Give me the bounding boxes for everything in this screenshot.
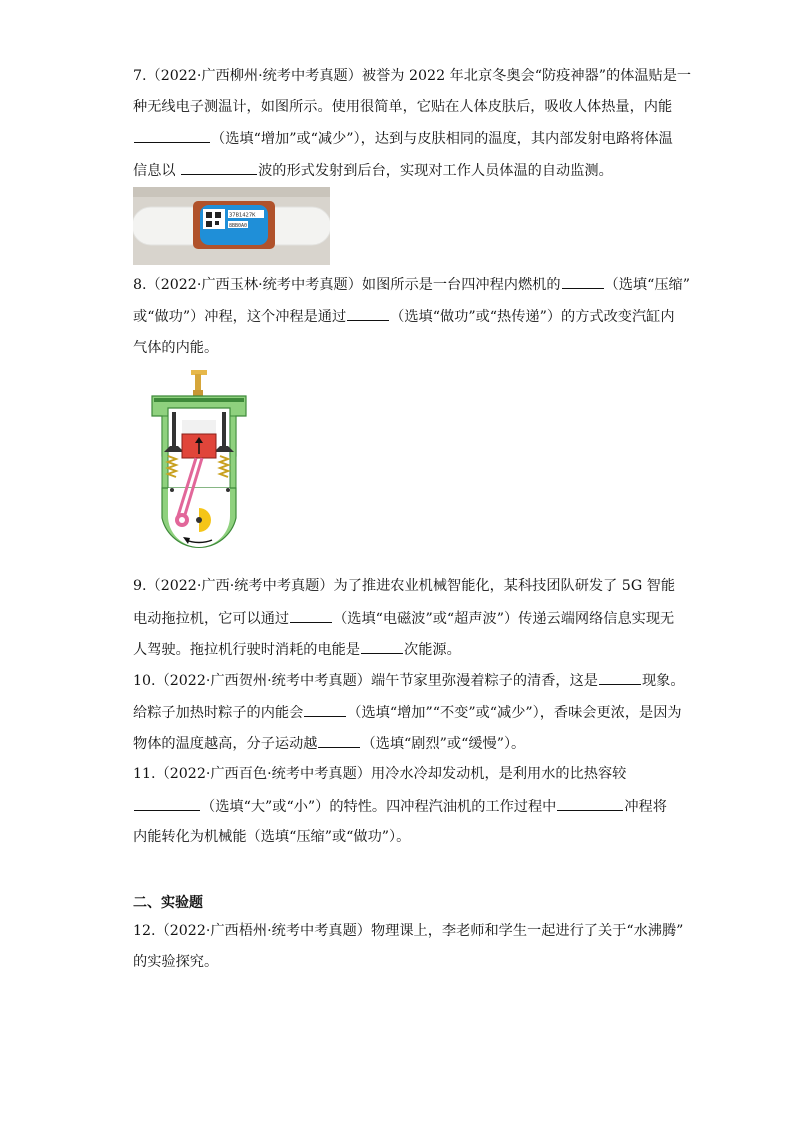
answer-blank[interactable]: [134, 128, 210, 143]
answer-blank[interactable]: [599, 670, 641, 685]
answer-blank[interactable]: [134, 796, 200, 811]
q11-line-2: [133, 796, 667, 817]
four-stroke-engine-diagram: [150, 368, 250, 560]
q10-line-2-tail: （选填“增加”“不变”或“减少”），香味会更浓，是因为: [347, 705, 682, 721]
section-heading: 二、实验题: [133, 895, 203, 911]
q11-line-2-text: （选填“大”或“小”）的特性。四冲程汽油机的工作过程中: [201, 799, 557, 815]
q10-line-3-tail: （选填“剧烈”或“缓慢”）。: [361, 736, 526, 752]
q10-line-1-text: 10.（2022·广西贺州·统考中考真题）端午节家里弥漫着粽子的清香，这是: [133, 673, 598, 689]
q8-line-2: [133, 306, 675, 327]
q7-line-2: 种无线电子测温计，如图所示。使用很简单，它贴在人体皮肤后，吸收人体热量，内能: [133, 99, 673, 115]
q7-line-3: [133, 128, 673, 149]
answer-blank[interactable]: [181, 160, 257, 175]
q10-line-1: [133, 670, 685, 691]
q8-line-2-tail: （选填“做功”或“热传递”）的方式改变汽缸内: [390, 309, 675, 325]
q9-line-1: 9.（2022·广西·统考中考真题）为了推进农业机械智能化，某科技团队研发了 5G 智能: [133, 578, 676, 594]
q9-line-3-tail: 次能源。: [404, 642, 461, 658]
q7-line-4: [133, 160, 613, 181]
answer-blank[interactable]: [562, 274, 604, 289]
q12-line-1: 12.（2022·广西梧州·统考中考真题）物理课上，李老师和学生一起进行了关于“水沸腾”: [133, 923, 684, 939]
device-label-1: 37B1427K: [229, 212, 256, 219]
q11-line-1: 11.（2022·广西百色·统考中考真题）用冷水冷却发动机，是利用水的比热容较: [133, 766, 627, 782]
q9-line-2-tail: （选填“电磁波”或“超声波”）传递云端网络信息实现无: [333, 611, 675, 627]
q9-line-2-text: 电动拖拉机，它可以通过: [133, 611, 290, 627]
q10-line-2-text: 给粽子加热时粽子的内能会: [133, 705, 304, 721]
answer-blank[interactable]: [347, 306, 389, 321]
answer-blank[interactable]: [304, 702, 346, 717]
q8-line-1-tail: （选填“压缩”: [604, 277, 690, 293]
q10-line-3-text: 物体的温度越高，分子运动越: [133, 736, 318, 752]
q7-line-4-text: 波的形式发射到后台，实现对工作人员体温的自动监测。: [258, 163, 613, 179]
answer-blank[interactable]: [557, 796, 623, 811]
answer-blank[interactable]: [290, 608, 332, 623]
answer-blank[interactable]: [318, 733, 360, 748]
q12-line-2: 的实验探究。: [133, 954, 219, 970]
q9-line-3: [133, 639, 461, 660]
q9-line-2: [133, 608, 674, 629]
q8-line-3: 气体的内能。: [133, 340, 219, 356]
q7-line-1: 7.（2022·广西柳州·统考中考真题）被誉为 2022 年北京冬奥会“防疫神器”的体温贴是一: [133, 68, 692, 84]
answer-blank[interactable]: [361, 639, 403, 654]
q11-line-3: 内能转化为机械能（选填“压缩”或“做功”）。: [133, 829, 411, 845]
q10-line-2: [133, 702, 682, 723]
q7-line-3-text: （选填“增加”或“减少”），达到与皮肤相同的温度，其内部发射电路将体温: [211, 131, 673, 147]
q7-line-4-lead: 信息以: [133, 163, 181, 179]
thermometer-patch-photo: [133, 187, 330, 265]
q8-line-2-text: 或“做功”）冲程，这个冲程是通过: [133, 309, 347, 325]
q9-line-3-text: 人驾驶。拖拉机行驶时消耗的电能是: [133, 642, 361, 658]
device-label-2: 8BB0A0: [229, 223, 248, 229]
q10-line-1-tail: 现象。: [641, 673, 685, 689]
q11-line-2-tail: 冲程将: [624, 799, 667, 815]
q10-line-3: [133, 733, 525, 754]
q8-line-1: [133, 274, 690, 295]
q8-line-1-text: 8.（2022·广西玉林·统考中考真题）如图所示是一台四冲程内燃机的: [133, 277, 561, 293]
